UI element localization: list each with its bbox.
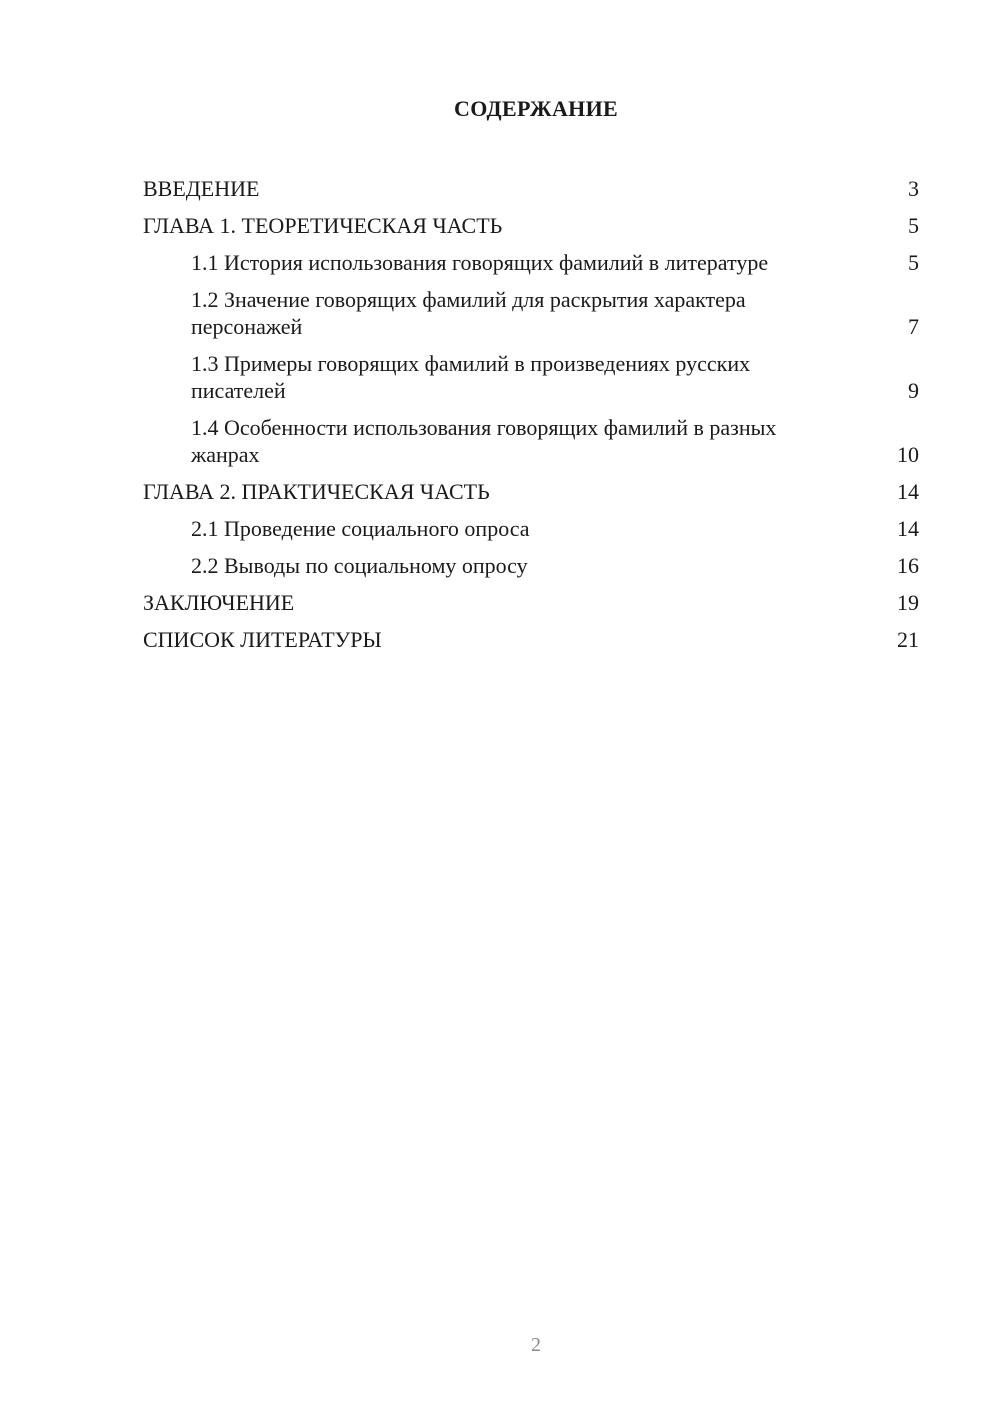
toc-entry-label: 2.1 Проведение социального опроса	[191, 516, 530, 541]
toc-entry-page: 10	[897, 442, 919, 467]
toc-entry-page: 14	[897, 479, 919, 504]
toc-entry-page: 5	[908, 250, 919, 275]
toc-entry-label: 1.1 История использования говорящих фамилий в литературе	[191, 250, 769, 275]
toc-entry-label: 1.3 Примеры говорящих фамилий в произведениях русских писателей	[191, 351, 751, 403]
table-of-contents	[143, 170, 919, 658]
toc-entry-section-1-3[interactable]	[143, 345, 919, 409]
toc-entry-label: ЗАКЛЮЧЕНИЕ	[143, 590, 295, 615]
toc-entry-label: СПИСОК ЛИТЕРАТУРЫ	[143, 627, 382, 652]
toc-entry-section-1-4[interactable]	[143, 409, 919, 473]
toc-entry-label: ВВЕДЕНИЕ	[143, 176, 260, 201]
toc-entry-page: 7	[908, 314, 919, 339]
toc-entry-label: ГЛАВА 2. ПРАКТИЧЕСКАЯ ЧАСТЬ	[143, 479, 490, 504]
toc-entry-introduction[interactable]	[143, 170, 919, 207]
toc-entry-page: 3	[908, 176, 919, 201]
toc-entry-section-2-2[interactable]	[143, 547, 919, 584]
toc-entry-section-1-1[interactable]	[143, 244, 919, 281]
toc-entry-page: 19	[897, 590, 919, 615]
toc-entry-conclusion[interactable]	[143, 584, 919, 621]
toc-entry-page: 14	[897, 516, 919, 541]
page-number: 2	[531, 1334, 541, 1356]
toc-entry-page: 5	[908, 213, 919, 238]
toc-entry-references[interactable]	[143, 621, 919, 658]
toc-entry-chapter-1[interactable]	[143, 207, 919, 244]
toc-entry-section-1-2[interactable]	[143, 281, 919, 345]
toc-entry-page: 21	[897, 627, 919, 652]
toc-entry-page: 9	[908, 378, 919, 403]
toc-entry-page: 16	[897, 553, 919, 578]
toc-entry-label: 1.2 Значение говорящих фамилий для раскрытия характера персонажей	[191, 287, 746, 339]
toc-entry-section-2-1[interactable]	[143, 510, 919, 547]
toc-entry-label: 2.2 Выводы по социальному опросу	[191, 553, 528, 578]
toc-title: СОДЕРЖАНИЕ	[454, 96, 618, 121]
toc-entry-label: ГЛАВА 1. ТЕОРЕТИЧЕСКАЯ ЧАСТЬ	[143, 213, 503, 238]
toc-entry-label: 1.4 Особенности использования говорящих фамилий в разных жанрах	[191, 415, 777, 467]
toc-entry-chapter-2[interactable]	[143, 473, 919, 510]
